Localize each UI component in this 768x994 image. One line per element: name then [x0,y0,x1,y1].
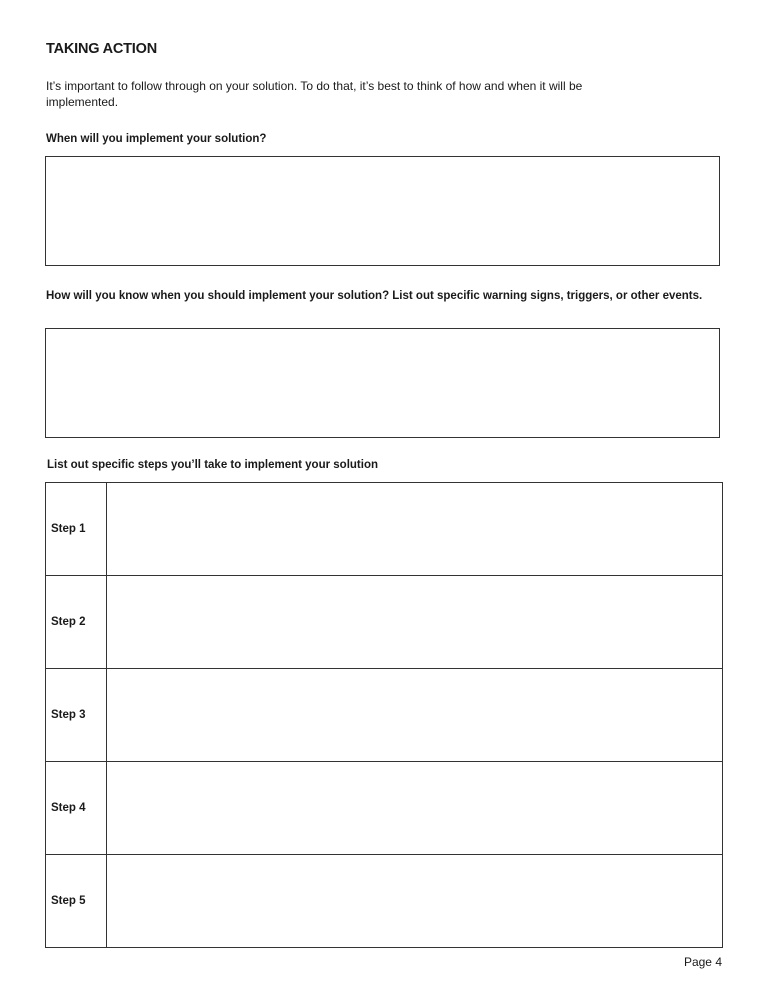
step-row [46,576,723,669]
intro-text: It’s important to follow through on your solution. To do that, it’s best to think of how and when it will be implemented. [46,79,583,109]
step-row [46,669,723,762]
steps-table [45,482,723,948]
step-5-field[interactable] [107,855,723,948]
step-row [46,855,723,948]
step-label: Step 2 [46,576,107,669]
step-3-field[interactable] [107,669,723,762]
step-4-field[interactable] [107,762,723,855]
step-1-field[interactable] [107,483,723,576]
question-when: When will you implement your solution? [46,133,267,145]
step-row [46,762,723,855]
step-2-field[interactable] [107,576,723,669]
step-label: Step 3 [46,669,107,762]
step-label: Step 1 [46,483,107,576]
when-answer-box[interactable] [45,156,720,266]
step-row [46,483,723,576]
step-label: Step 4 [46,762,107,855]
how-answer-box[interactable] [45,328,720,438]
page-number: Page 4 [683,955,722,969]
steps-heading: List out specific steps you’ll take to implement your solution [47,459,378,471]
question-how: How will you know when you should implement your solution? List out specific warning signs, triggers, or other events. [46,290,703,302]
page-title: TAKING ACTION [46,41,157,57]
step-label: Step 5 [46,855,107,948]
